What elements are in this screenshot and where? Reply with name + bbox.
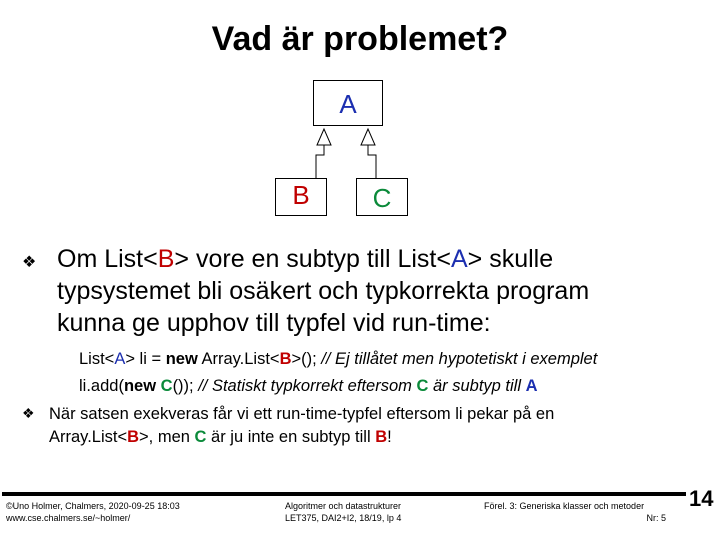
page-number: 14: [689, 486, 714, 511]
class-box-a: [313, 80, 383, 126]
bullet2-line2: Array.List<B>, men C är ju inte en subtyp till B!: [49, 428, 392, 446]
bullet-diamond-icon: ❖: [22, 254, 37, 271]
class-a-label: A: [339, 89, 357, 119]
code-line-1: List<A> li = new Array.List<B>(); // Ej tillåtet men hypotetiskt i exemplet: [79, 350, 598, 368]
footer-right: [484, 500, 666, 524]
class-b-label: B: [292, 180, 310, 210]
bullet1-line3: kunna ge upphov till typfel vid run-time:: [57, 309, 491, 337]
bullet1-line2: typsystemet bli osäkert och typkorrekta program: [57, 277, 590, 305]
footer-left: [6, 500, 180, 524]
bullet2-line1: När satsen exekveras får vi ett run-time-typfel eftersom li pekar på en: [49, 405, 555, 423]
inheritance-arrow-c: [361, 129, 375, 145]
footer-url: www.cse.chalmers.se/~holmer/: [6, 513, 131, 523]
bullet1-line1: Om List<B> vore en subtyp till List<A> skulle: [57, 245, 554, 273]
inheritance-line-c: [368, 145, 376, 178]
class-box-c: [356, 178, 408, 216]
class-box-b: [275, 178, 327, 216]
footer-divider: [2, 492, 686, 496]
footer-lecture-number: Nr: 5: [646, 513, 666, 523]
bullet1-text: [57, 243, 717, 339]
footer-lecture: Förel. 3: Generiska klasser och metoder: [484, 501, 645, 511]
bullet-diamond-icon: ❖: [22, 405, 35, 421]
footer-course-code: LET375, DAI2+I2, 18/19, lp 4: [285, 513, 402, 523]
class-c-label: C: [372, 183, 392, 213]
inheritance-line-b: [316, 145, 324, 178]
footer-middle: [285, 500, 401, 524]
inheritance-lines: [316, 129, 376, 178]
inheritance-arrow-b: [317, 129, 331, 145]
code-line-2: li.add(new C()); // Statiskt typkorrekt eftersom C är subtyp till A: [79, 377, 538, 395]
slide-title: Vad är problemet?: [211, 20, 509, 58]
footer-author: ©Uno Holmer, Chalmers, 2020-09-25 18:03: [6, 501, 180, 511]
footer-course: Algoritmer och datastrukturer: [285, 501, 402, 511]
bullet2-text: [49, 403, 554, 449]
